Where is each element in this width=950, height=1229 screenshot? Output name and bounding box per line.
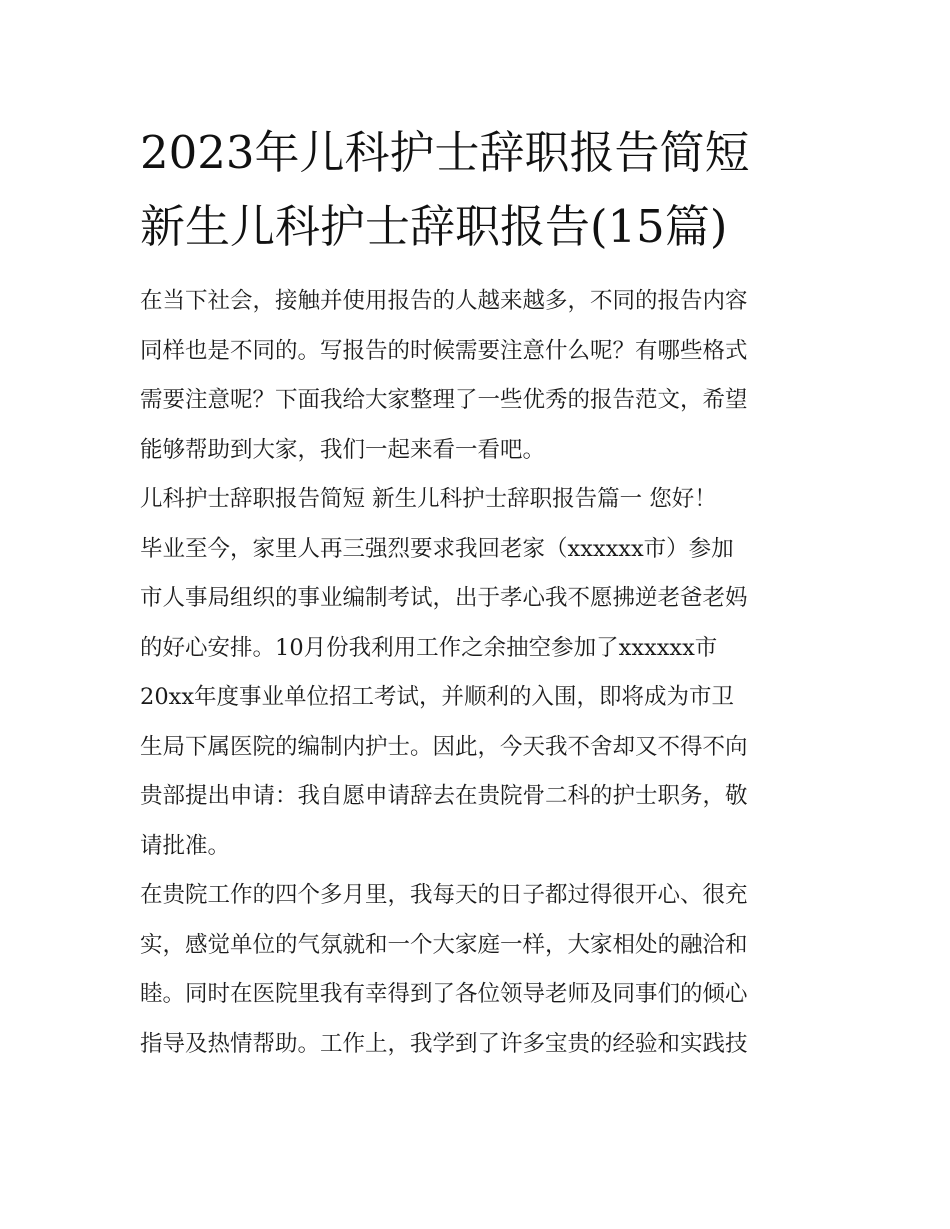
text-line: 在当下社会，接触并使用报告的人越来越多，不同的报告内容 — [140, 288, 748, 314]
text-line: 儿科护士辞职报告简短 新生儿科护士辞职报告篇一 您好！ — [140, 486, 717, 512]
text-line: 睦。同时在医院里我有幸得到了各位领导老师及同事们的倾心 — [140, 981, 748, 1007]
section-heading-paragraph — [140, 475, 815, 525]
title-line-1: 2023年儿科护士辞职报告简短 — [140, 126, 750, 179]
text-line: 指导及热情帮助。工作上，我学到了许多宝贵的经验和实践技 — [140, 1030, 748, 1057]
text-line: 能够帮助到大家，我们一起来看一看吧。 — [140, 436, 546, 463]
text-line: 市人事局组织的事业编制考试，出于孝心我不愿拂逆老爸老妈 — [140, 585, 748, 611]
title-line-2: 新生儿科护士辞职报告(15篇) — [140, 200, 728, 253]
text-line: 实，感觉单位的气氛就和一个大家庭一样，大家相处的融洽和 — [140, 931, 748, 958]
text-line: 毕业至今，家里人再三强烈要求我回老家（xxxxxx市）参加 — [140, 535, 734, 562]
intro-paragraph — [140, 277, 815, 475]
document-title — [140, 116, 820, 264]
text-line: 需要注意呢？下面我给大家整理了一些优秀的报告范文，希望 — [140, 387, 748, 413]
text-line: 贵部提出申请：我自愿申请辞去在贵院骨二科的护士职务，敬 — [140, 783, 748, 809]
text-line: 20xx年度事业单位招工考试，并顺利的入围，即将成为市卫 — [140, 684, 735, 710]
text-line: 在贵院工作的四个多月里，我每天的日子都过得很开心、很充 — [140, 882, 748, 908]
body-paragraph-1 — [140, 525, 815, 872]
text-line: 生局下属医院的编制内护士。因此，今天我不舍却又不得不向 — [140, 733, 748, 760]
text-line: 请批准。 — [140, 832, 231, 859]
document-body — [140, 277, 815, 1069]
text-line: 同样也是不同的。写报告的时候需要注意什么呢？有哪些格式 — [140, 337, 748, 364]
text-line: 的好心安排。10月份我利用工作之余抽空参加了xxxxxx市 — [140, 634, 718, 661]
body-paragraph-2 — [140, 871, 815, 1069]
